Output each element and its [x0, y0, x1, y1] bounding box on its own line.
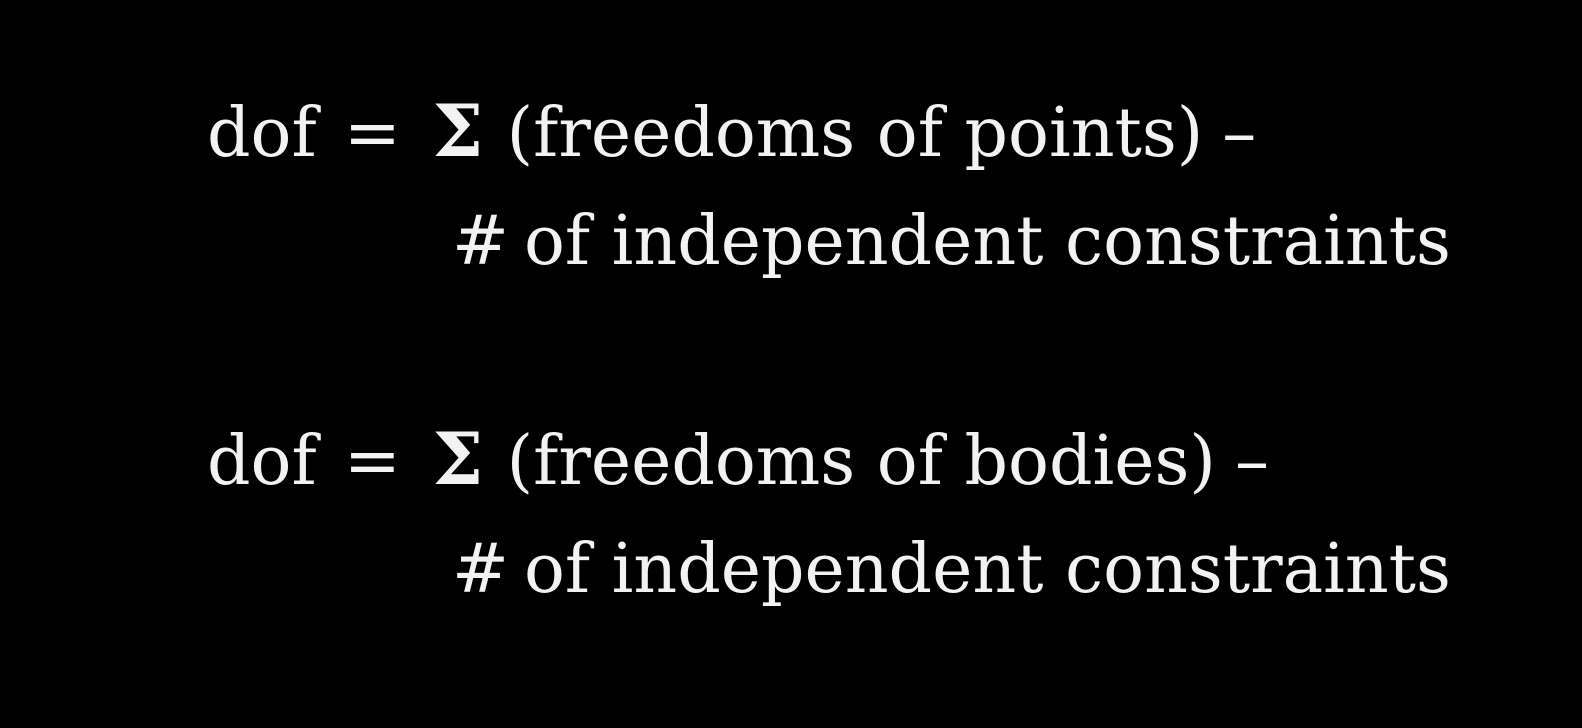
equation-2-lhs: dof	[207, 422, 317, 501]
hash-symbol: #	[452, 530, 509, 609]
equation-2-line-1	[207, 416, 1269, 501]
equation-1-equals-sign: =	[343, 94, 401, 173]
sigma-symbol: Σ	[432, 416, 484, 501]
hash-symbol: #	[452, 202, 509, 281]
equation-1-continuation: of independent constraints	[523, 202, 1451, 281]
equation-1-minus-sign: –	[1222, 94, 1257, 173]
equation-2-term: (freedoms of bodies)	[506, 422, 1216, 501]
equation-2-continuation: of independent constraints	[523, 530, 1451, 609]
equation-2-line-2	[452, 530, 1451, 609]
equation-2-equals-sign: =	[343, 422, 401, 501]
equation-1-term: (freedoms of points)	[506, 94, 1204, 173]
sigma-symbol: Σ	[432, 88, 484, 173]
equation-1-line-2	[452, 202, 1451, 281]
equation-1-lhs: dof	[207, 94, 317, 173]
equation-2-minus-sign: –	[1234, 422, 1269, 501]
equation-1-line-1	[207, 88, 1257, 173]
